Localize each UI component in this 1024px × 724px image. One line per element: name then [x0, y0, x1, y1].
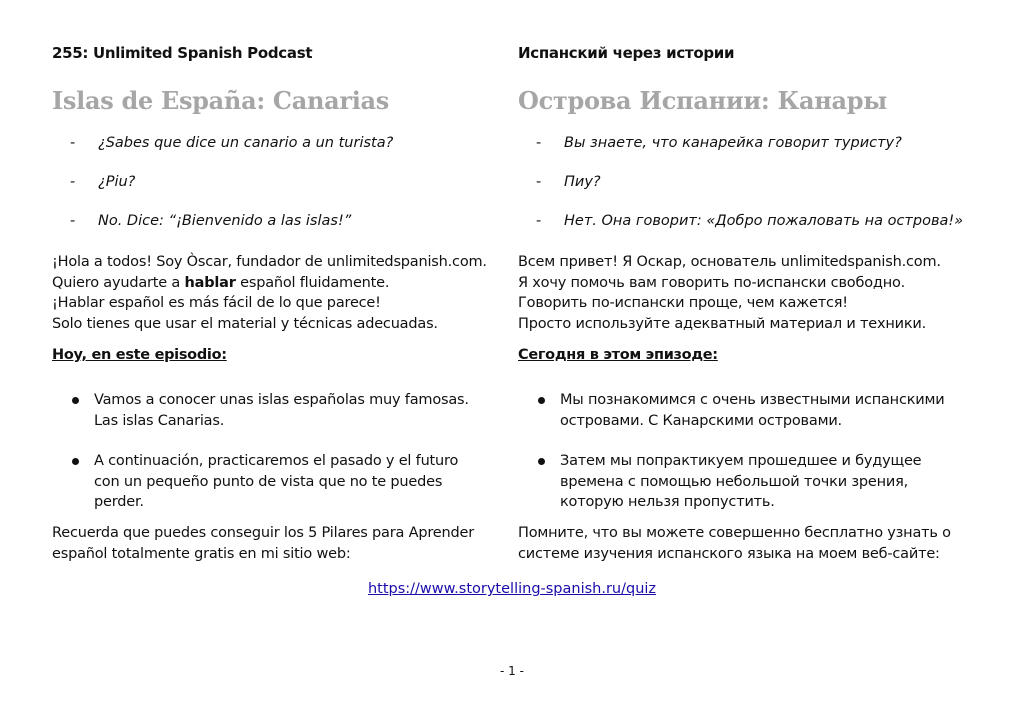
page-number: - 1 -: [500, 664, 524, 678]
list-item: A continuación, practicaremos el pasado y el futuro con un pequeño punto de vista que no te puedes perder.: [72, 451, 512, 513]
dialogue-line: - No. Dice: “¡Bienvenido a las islas!”: [70, 213, 352, 229]
closing-paragraph: Recuerda que puedes conseguir los 5 Pilares para Aprender español totalmente gratis en mi sitio web:: [52, 525, 474, 562]
episode-section-heading: Hoy, en este episodio:: [52, 347, 227, 363]
bullet-list: [538, 390, 978, 431]
joke-dialogue: [70, 134, 393, 251]
podcast-header: Испанский через истории: [518, 44, 735, 62]
closing-paragraph: Помните, что вы можете совершенно бесплатно узнать о системе изучения испанского языка на моем веб-сайте:: [518, 525, 951, 562]
joke-dialogue: [536, 134, 963, 251]
dialogue-line: - Пиу?: [536, 174, 601, 190]
list-item: Vamos a conocer unas islas españolas muy famosas. Las islas Canarias.: [72, 390, 512, 431]
website-link-row: [0, 581, 1024, 597]
dialogue-line: - Вы знаете, что канарейка говорит туристу?: [536, 135, 902, 151]
episode-title: Острова Испании: Канары: [518, 86, 887, 115]
bullet-icon: [538, 397, 545, 404]
list-item: Затем мы попрактикуем прошедшее и будущее времена с помощью небольшой точки зрения, которую нельзя пропустить.: [538, 451, 978, 513]
episode-section-heading: Сегодня в этом эпизоде:: [518, 347, 718, 363]
dialogue-line: - ¿Piu?: [70, 174, 136, 190]
bullet-icon: [72, 397, 79, 404]
bullet-list: [72, 390, 512, 431]
bullet-list: [538, 451, 978, 513]
bullet-list: [72, 451, 512, 513]
intro-paragraph: Всем привет! Я Оскар, основатель unlimitedspanish.com. Я хочу помочь вам говорить по-испански свободно. Говорить по-испански проще, чем кажется! Просто используйте адекватный материал и техники.: [518, 254, 941, 332]
bullet-icon: [72, 458, 79, 465]
highlighted-word: hablar: [184, 274, 236, 291]
podcast-header: 255: Unlimited Spanish Podcast: [52, 44, 313, 62]
bullet-icon: [538, 458, 545, 465]
list-item: Мы познакомимся с очень известными испанскими островами. С Канарскими островами.: [538, 390, 978, 431]
dialogue-line: - ¿Sabes que dice un canario a un turista?: [70, 135, 394, 151]
quiz-link[interactable]: https://www.storytelling-spanish.ru/quiz: [367, 581, 657, 597]
intro-paragraph: ¡Hola a todos! Soy Òscar, fundador de unlimitedspanish.com. Quiero ayudarte a hablar español fluidamente. ¡Hablar español es más fácil de lo que parece! Solo tienes que usar el material y técnicas adecuadas.: [52, 254, 487, 332]
dialogue-line: - Нет. Она говорит: «Добро пожаловать на острова!»: [536, 213, 964, 229]
episode-title: Islas de España: Canarias: [52, 86, 390, 115]
